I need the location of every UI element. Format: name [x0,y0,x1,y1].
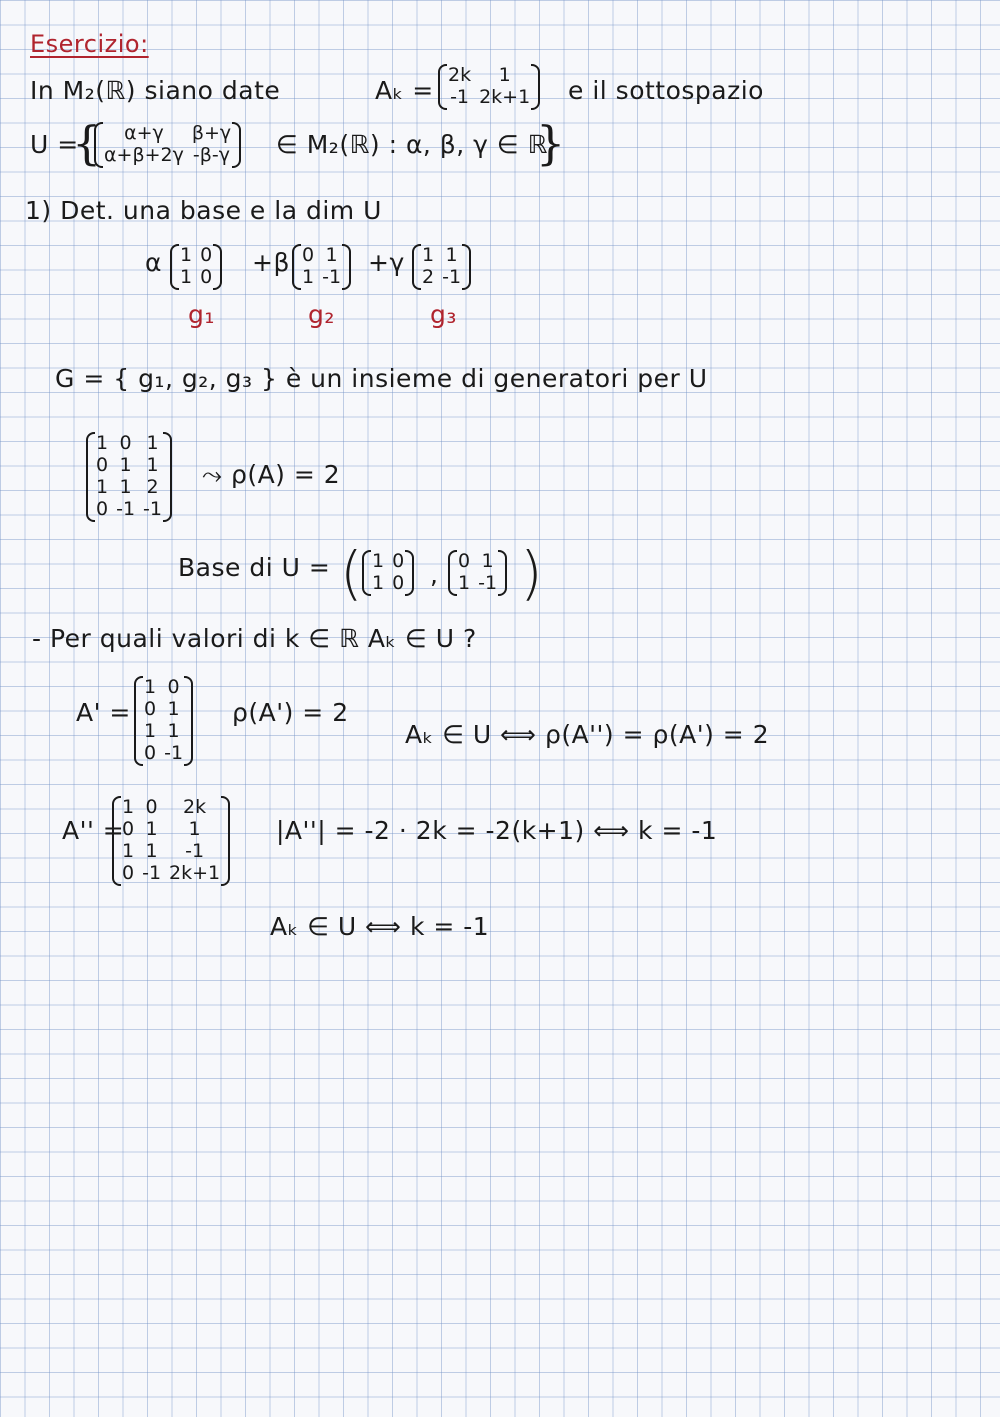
left-brace: { [72,116,102,170]
base-open-paren: ( [340,539,363,607]
matrix-cell: 1 [119,475,132,498]
matrix-cell: 1 [122,796,135,818]
question-1: 1) Det. una base e la dim U [25,196,382,225]
matrix-a [86,432,172,522]
matrix-cell: 0 [200,244,213,266]
label-g2: g₂ [308,300,335,329]
matrix-cell: 0 [122,861,135,884]
ak-matrix [438,64,540,110]
matrix-cell: 0 [200,265,213,288]
subspace-matrix [94,122,241,168]
base-matrix-2 [448,550,507,596]
matrix-cell: 1 [144,719,157,742]
matrix-cell: 1 [119,453,132,476]
subspace-condition: ∈ M₂(ℝ) : α, β, γ ∈ ℝ [276,130,548,159]
matrix-cell: 1 [180,244,193,266]
matrix-cell: -1 [164,741,184,764]
intro-suffix: e il sottospazio [568,76,764,105]
matrix-cell: 1 [122,839,135,862]
matrix-cell: 2 [422,265,435,288]
coef-gamma: +γ [368,248,405,277]
matrix-cell: 0 [302,244,315,266]
matrix-cell: 1 [180,265,193,288]
label-g3: g₃ [430,300,457,329]
matrix-cell: 1 [96,475,109,498]
matrix-cell: 1 [145,817,158,840]
matrix-cell: 1 [302,265,315,288]
matrix-cell: -β-γ [192,143,231,166]
determinant-text: |A''| = -2 · 2k = -2(k+1) ⟺ k = -1 [276,816,718,845]
a1-matrix [134,676,193,766]
matrix-cell: 1 [498,64,511,86]
a2-label: A'' = [62,816,125,845]
matrix-cell: 0 [167,676,180,698]
membership-condition: Aₖ ∈ U ⟺ ρ(A'') = ρ(A') = 2 [405,720,770,749]
conclusion: Aₖ ∈ U ⟺ k = -1 [270,912,490,941]
matrix-cell: 1 [422,244,435,266]
matrix-cell: 1 [481,550,494,572]
matrix-g1 [170,244,222,290]
matrix-cell: 1 [372,550,385,572]
matrix-cell: 2k [183,796,207,818]
a1-rank: ρ(A') = 2 [232,698,349,727]
matrix-cell: 1 [167,697,180,720]
matrix-cell: 1 [167,719,180,742]
subspace-label: U = [30,130,79,159]
coef-beta: +β [252,248,290,277]
matrix-cell: 2k [448,64,472,86]
matrix-cell: 1 [445,244,458,266]
matrix-cell: 0 [458,550,471,572]
base-matrix-1 [362,550,414,596]
matrix-cell: 0 [144,741,157,764]
matrix-cell: 1 [325,244,338,266]
matrix-cell: -1 [442,265,462,288]
matrix-cell: -1 [450,85,470,108]
matrix-cell: 1 [96,432,109,454]
question-2: - Per quali valori di k ∈ ℝ Aₖ ∈ U ? [32,624,477,653]
matrix-cell: 0 [145,796,158,818]
page-title: Esercizio: [30,30,149,58]
matrix-cell: -1 [185,839,205,862]
a2-matrix [112,796,230,886]
matrix-cell: -1 [142,861,162,884]
matrix-cell: -1 [116,497,136,520]
rank-a: ⤳ ρ(A) = 2 [202,460,341,489]
matrix-cell: 1 [145,839,158,862]
matrix-cell: 1 [144,676,157,698]
base-label: Base di U = [178,553,331,582]
matrix-g3 [412,244,471,290]
matrix-cell: α+β+2γ [104,143,184,166]
matrix-cell: 1 [458,571,471,594]
matrix-cell: α+γ [124,122,164,144]
matrix-cell: 1 [146,432,159,454]
generators-text: G = { g₁, g₂, g₃ } è un insieme di generatori per U [55,364,708,393]
matrix-cell: -1 [478,571,498,594]
matrix-cell: 2k+1 [169,861,221,884]
matrix-cell: 0 [392,571,405,594]
matrix-cell: 0 [392,550,405,572]
matrix-cell: 1 [146,453,159,476]
matrix-cell: 2k+1 [479,85,531,108]
base-close-paren: ) [520,539,543,607]
matrix-cell: 1 [372,571,385,594]
matrix-cell: 0 [96,453,109,476]
matrix-cell: 0 [144,697,157,720]
right-brace: } [536,116,566,170]
matrix-cell: -1 [322,265,342,288]
label-g1: g₁ [188,300,215,329]
matrix-cell: 0 [96,497,109,520]
coef-alpha: α [145,248,162,277]
intro-prefix: In M₂(ℝ) siano date [30,76,281,105]
a1-label: A' = [76,698,131,727]
matrix-cell: -1 [143,497,162,520]
ak-label: Aₖ = [375,76,434,105]
matrix-cell: 0 [119,432,132,454]
matrix-g2 [292,244,351,290]
base-separator: , [430,560,439,589]
matrix-cell: β+γ [191,122,232,144]
matrix-cell: 2 [146,475,159,498]
matrix-cell: 0 [122,817,135,840]
matrix-cell: 1 [188,817,201,840]
